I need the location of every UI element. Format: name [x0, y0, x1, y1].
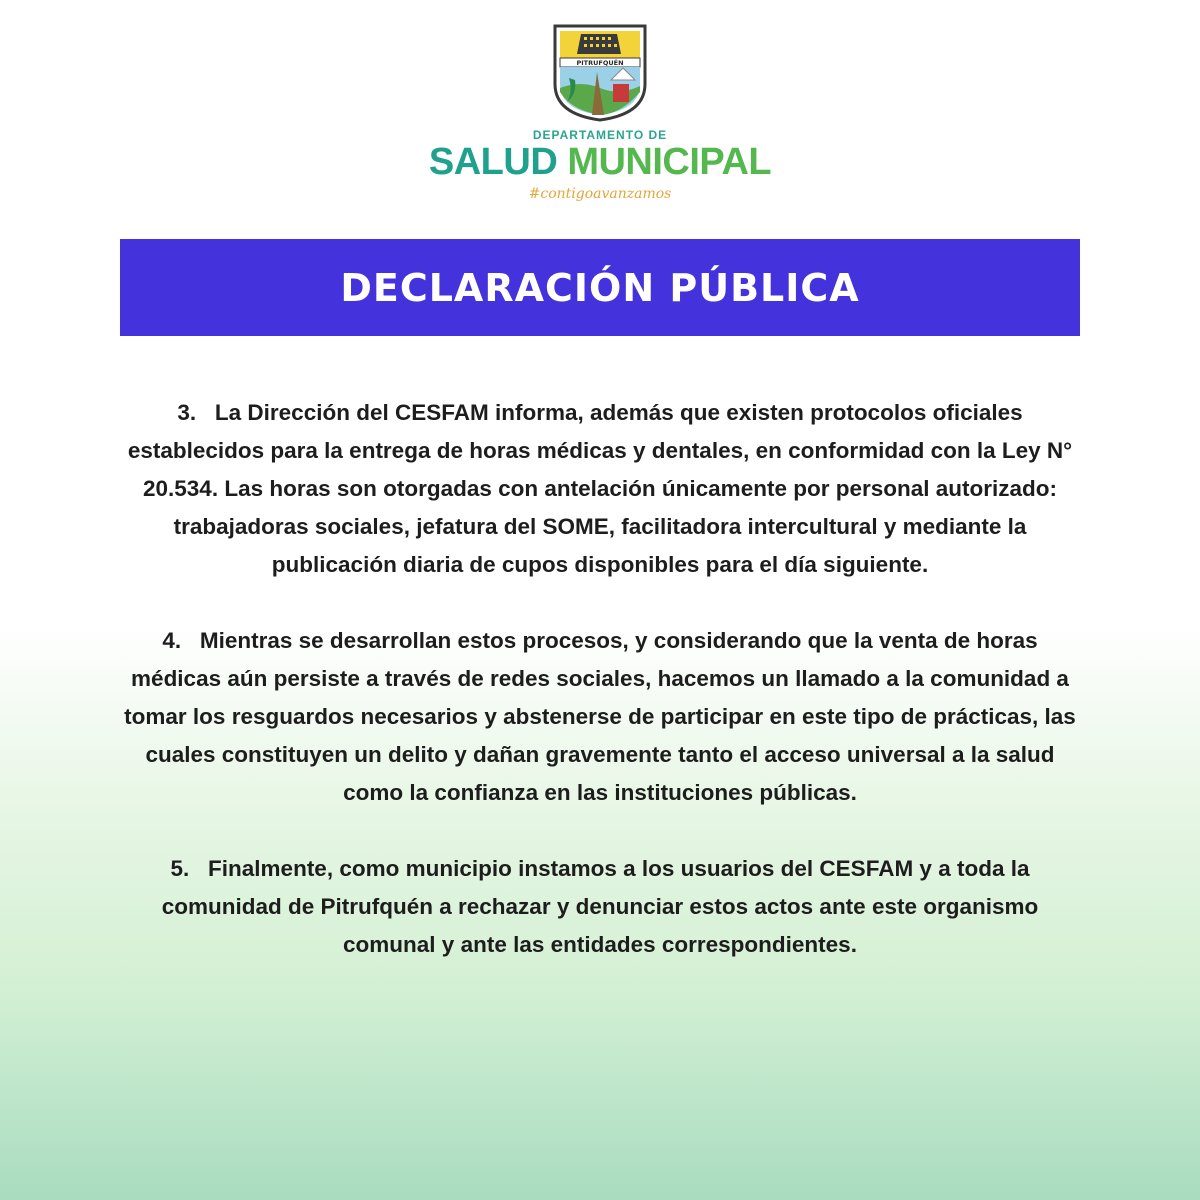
- paragraph-5: [120, 850, 1080, 964]
- paragraph-text: Mientras se desarrollan estos procesos, y considerando que la venta de horas médicas aún persiste a través de redes sociales, hacemos un llamado a la comunidad a tomar los resguardos necesarios y abstenerse de participar en este tipo de prácticas, las cuales constituyen un delito y dañan gravemente tanto el acceso universal a la salud como la confianza en las instituciones públicas.: [124, 628, 1076, 805]
- paragraph-number: 5.: [170, 856, 190, 881]
- municipal-crest-logo: [551, 22, 649, 122]
- department-label: DEPARTAMENTO DE: [532, 128, 668, 142]
- paragraph-text: Finalmente, como municipio instamos a los usuarios del CESFAM y a toda la comunidad de Pitrufquén a rechazar y denunciar estos actos ante este organismo comunal y ante las entidades correspondientes.: [161, 856, 1039, 957]
- paragraph-number: 4.: [162, 628, 182, 653]
- title-banner: [120, 239, 1080, 336]
- paragraph-text: La Dirección del CESFAM informa, además que existen protocolos oficiales establecidos para la entrega de horas médicas y dentales, en conformidad con la Ley N° 20.534. Las horas son otorgadas con antelación únicamente por personal autorizado: trabajadoras sociales, jefatura del SOME, facilitadora intercultural y mediante la publicación diaria de cupos disponibles para el día siguiente.: [127, 400, 1073, 577]
- page-title: DECLARACIÓN PÚBLICA: [340, 265, 860, 310]
- department-name: [0, 141, 1200, 183]
- department-name-municipal: MUNICIPAL: [567, 141, 772, 183]
- paragraph-4: [120, 622, 1080, 812]
- statement-body: [120, 394, 1080, 1002]
- paragraph-3: [120, 394, 1080, 584]
- crest-label: PITRUFQUÉN: [576, 59, 624, 67]
- department-name-salud: SALUD: [428, 141, 558, 183]
- header: [0, 0, 1200, 215]
- hashtag: #contigoavanzamos: [528, 186, 672, 202]
- paragraph-number: 3.: [177, 400, 197, 425]
